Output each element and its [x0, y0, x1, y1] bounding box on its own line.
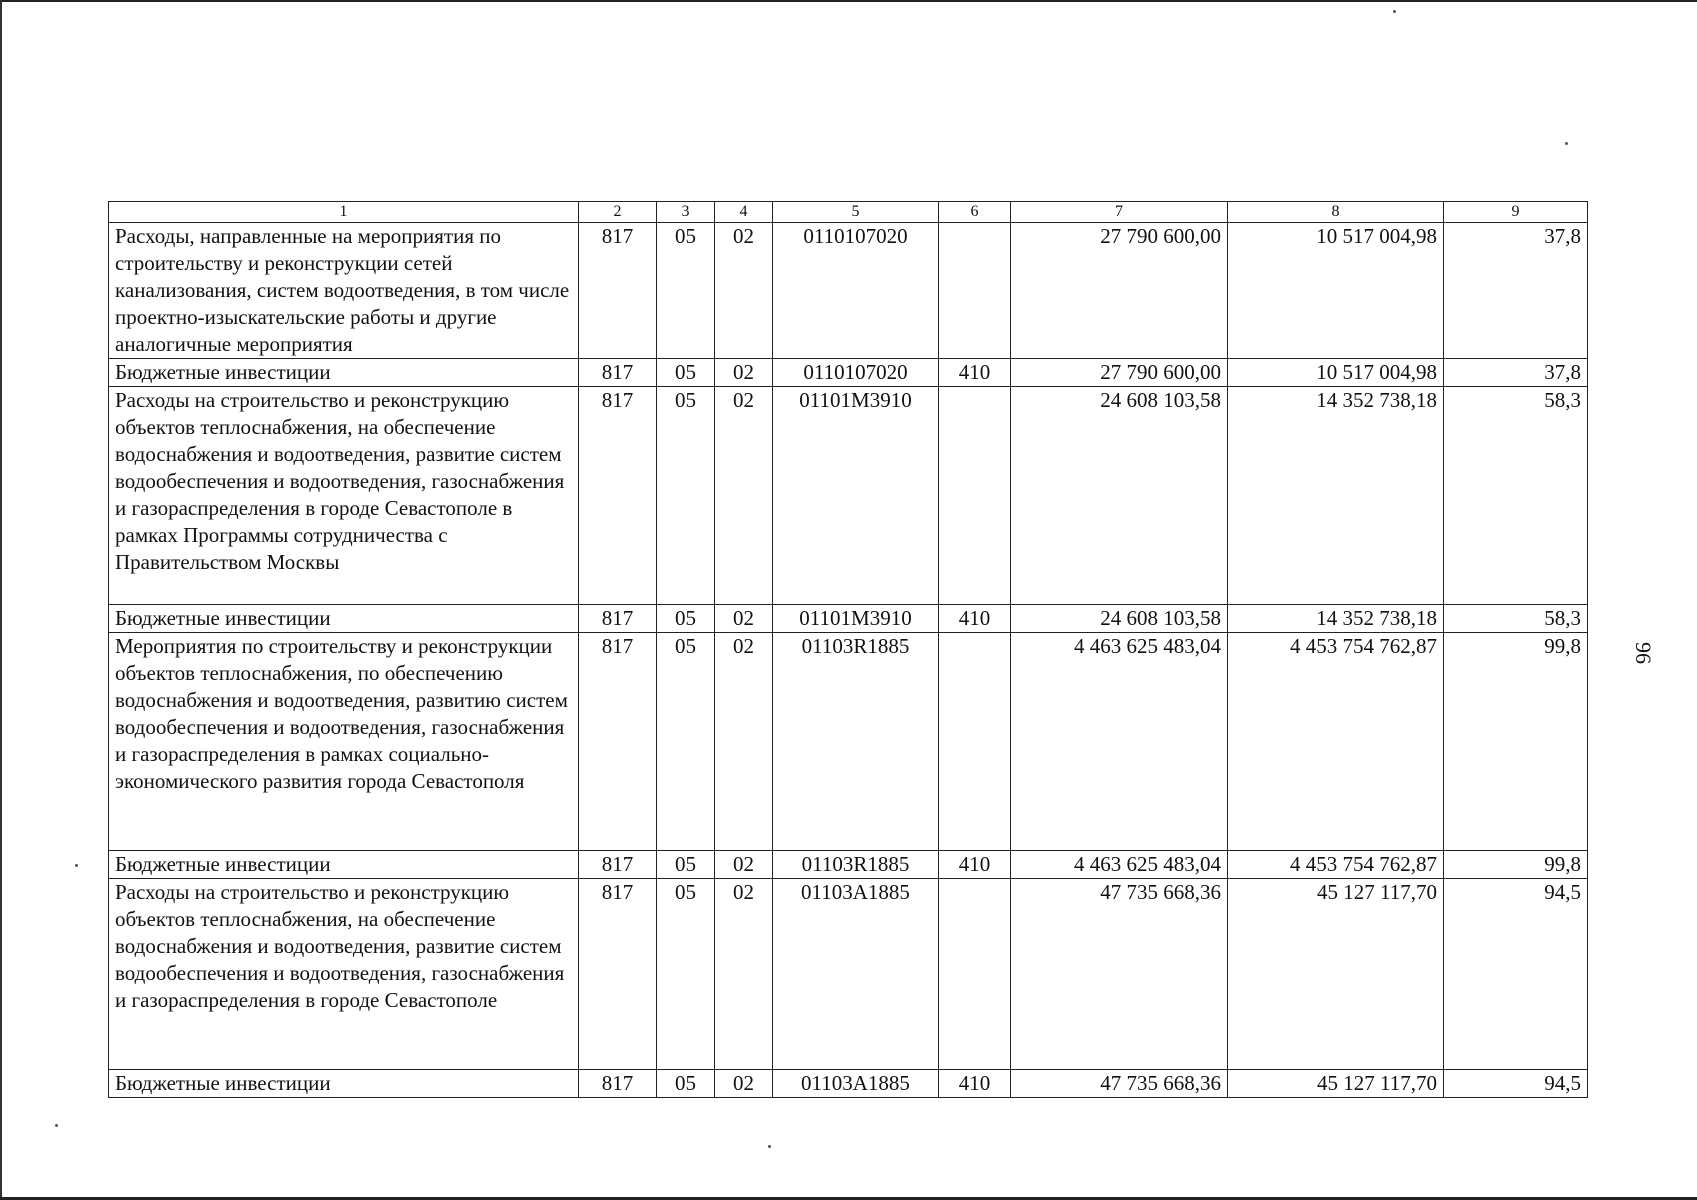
column-number: 4 — [715, 202, 773, 223]
table-row — [109, 879, 1588, 1070]
section-code-cell: 05 — [657, 359, 715, 387]
ministry-code-cell: 817 — [579, 359, 657, 387]
subsection-code-cell: 02 — [715, 851, 773, 879]
executed-amount-cell: 10 517 004,98 — [1228, 359, 1444, 387]
expense-name-cell: Бюджетные инвестиции — [109, 359, 579, 387]
executed-amount-cell: 4 453 754 762,87 — [1228, 633, 1444, 851]
scan-border-left — [0, 0, 2, 1200]
table-row — [109, 851, 1588, 879]
executed-amount-cell: 14 352 738,18 — [1228, 387, 1444, 605]
planned-amount-cell: 4 463 625 483,04 — [1011, 851, 1228, 879]
section-code-cell: 05 — [657, 605, 715, 633]
expense-type-cell: 410 — [939, 851, 1011, 879]
scan-speck — [1393, 10, 1396, 13]
subsection-code-cell: 02 — [715, 1070, 773, 1098]
target-article-cell: 01103A1885 — [773, 1070, 939, 1098]
table-row — [109, 223, 1588, 359]
executed-amount-cell: 4 453 754 762,87 — [1228, 851, 1444, 879]
ministry-code-cell: 817 — [579, 879, 657, 1070]
section-code-cell: 05 — [657, 223, 715, 359]
executed-amount-cell: 45 127 117,70 — [1228, 879, 1444, 1070]
section-code-cell: 05 — [657, 851, 715, 879]
page-number: 96 — [1631, 642, 1656, 664]
expense-name-cell: Расходы, направленные на мероприятия по строительству и реконструкции сетей канализования, систем водоотведения, в том числе проектно-изыскательские работы и другие аналогичные мероприятия — [109, 223, 579, 359]
subsection-code-cell: 02 — [715, 605, 773, 633]
percent-cell: 37,8 — [1444, 223, 1588, 359]
column-number: 2 — [579, 202, 657, 223]
scan-border-top — [0, 0, 1697, 2]
planned-amount-cell: 27 790 600,00 — [1011, 359, 1228, 387]
column-number: 5 — [773, 202, 939, 223]
subsection-code-cell: 02 — [715, 223, 773, 359]
ministry-code-cell: 817 — [579, 223, 657, 359]
expense-type-cell: 410 — [939, 605, 1011, 633]
percent-cell: 58,3 — [1444, 387, 1588, 605]
section-code-cell: 05 — [657, 387, 715, 605]
target-article-cell: 01101M3910 — [773, 387, 939, 605]
scan-speck — [75, 864, 78, 867]
percent-cell: 37,8 — [1444, 359, 1588, 387]
column-number: 6 — [939, 202, 1011, 223]
percent-cell: 94,5 — [1444, 1070, 1588, 1098]
ministry-code-cell: 817 — [579, 1070, 657, 1098]
expense-name-cell: Расходы на строительство и реконструкцию объектов теплоснабжения, на обеспечение водоснабжения и водоотведения, развитие систем водообеспечения и водоотведения, газоснабжения и газораспределения в городе Севастополе — [109, 879, 579, 1070]
percent-cell: 99,8 — [1444, 851, 1588, 879]
expense-type-cell — [939, 223, 1011, 359]
planned-amount-cell: 24 608 103,58 — [1011, 605, 1228, 633]
table-row — [109, 605, 1588, 633]
scan-speck — [1565, 142, 1568, 145]
expense-type-cell — [939, 633, 1011, 851]
column-number: 8 — [1228, 202, 1444, 223]
expense-name-cell: Бюджетные инвестиции — [109, 605, 579, 633]
expense-type-cell — [939, 879, 1011, 1070]
percent-cell: 58,3 — [1444, 605, 1588, 633]
expense-name-cell: Бюджетные инвестиции — [109, 851, 579, 879]
planned-amount-cell: 4 463 625 483,04 — [1011, 633, 1228, 851]
planned-amount-cell: 47 735 668,36 — [1011, 879, 1228, 1070]
executed-amount-cell: 14 352 738,18 — [1228, 605, 1444, 633]
expense-name-cell: Расходы на строительство и реконструкцию объектов теплоснабжения, на обеспечение водоснабжения и водоотведения, развитие систем водообеспечения и водоотведения, газоснабжения и газораспределения в городе Севастополе в рамках Программы сотрудничества с Правительством Москвы — [109, 387, 579, 605]
planned-amount-cell: 47 735 668,36 — [1011, 1070, 1228, 1098]
target-article-cell: 0110107020 — [773, 223, 939, 359]
expense-type-cell: 410 — [939, 1070, 1011, 1098]
subsection-code-cell: 02 — [715, 387, 773, 605]
percent-cell: 99,8 — [1444, 633, 1588, 851]
ministry-code-cell: 817 — [579, 605, 657, 633]
budget-table — [108, 201, 1588, 1098]
scan-speck — [768, 1145, 771, 1148]
table-row — [109, 633, 1588, 851]
scan-speck — [55, 1124, 58, 1127]
column-number: 3 — [657, 202, 715, 223]
ministry-code-cell: 817 — [579, 851, 657, 879]
planned-amount-cell: 27 790 600,00 — [1011, 223, 1228, 359]
expense-name-cell: Мероприятия по строительству и реконструкции объектов теплоснабжения, по обеспечению водоснабжения и водоотведения, развитию систем водообеспечения и водоотведения, газоснабжения и газораспределения в рамках социально-экономического развития города Севастополя — [109, 633, 579, 851]
section-code-cell: 05 — [657, 879, 715, 1070]
table-row — [109, 1070, 1588, 1098]
table-row — [109, 359, 1588, 387]
column-number: 9 — [1444, 202, 1588, 223]
subsection-code-cell: 02 — [715, 359, 773, 387]
ministry-code-cell: 817 — [579, 633, 657, 851]
ministry-code-cell: 817 — [579, 387, 657, 605]
subsection-code-cell: 02 — [715, 633, 773, 851]
target-article-cell: 0110107020 — [773, 359, 939, 387]
percent-cell: 94,5 — [1444, 879, 1588, 1070]
section-code-cell: 05 — [657, 633, 715, 851]
section-code-cell: 05 — [657, 1070, 715, 1098]
target-article-cell: 01103R1885 — [773, 633, 939, 851]
planned-amount-cell: 24 608 103,58 — [1011, 387, 1228, 605]
expense-type-cell — [939, 387, 1011, 605]
table-header-row — [109, 202, 1588, 223]
column-number: 7 — [1011, 202, 1228, 223]
expense-name-cell: Бюджетные инвестиции — [109, 1070, 579, 1098]
column-number: 1 — [109, 202, 579, 223]
subsection-code-cell: 02 — [715, 879, 773, 1070]
target-article-cell: 01101M3910 — [773, 605, 939, 633]
target-article-cell: 01103R1885 — [773, 851, 939, 879]
table-row — [109, 387, 1588, 605]
target-article-cell: 01103A1885 — [773, 879, 939, 1070]
executed-amount-cell: 45 127 117,70 — [1228, 1070, 1444, 1098]
expense-type-cell: 410 — [939, 359, 1011, 387]
executed-amount-cell: 10 517 004,98 — [1228, 223, 1444, 359]
